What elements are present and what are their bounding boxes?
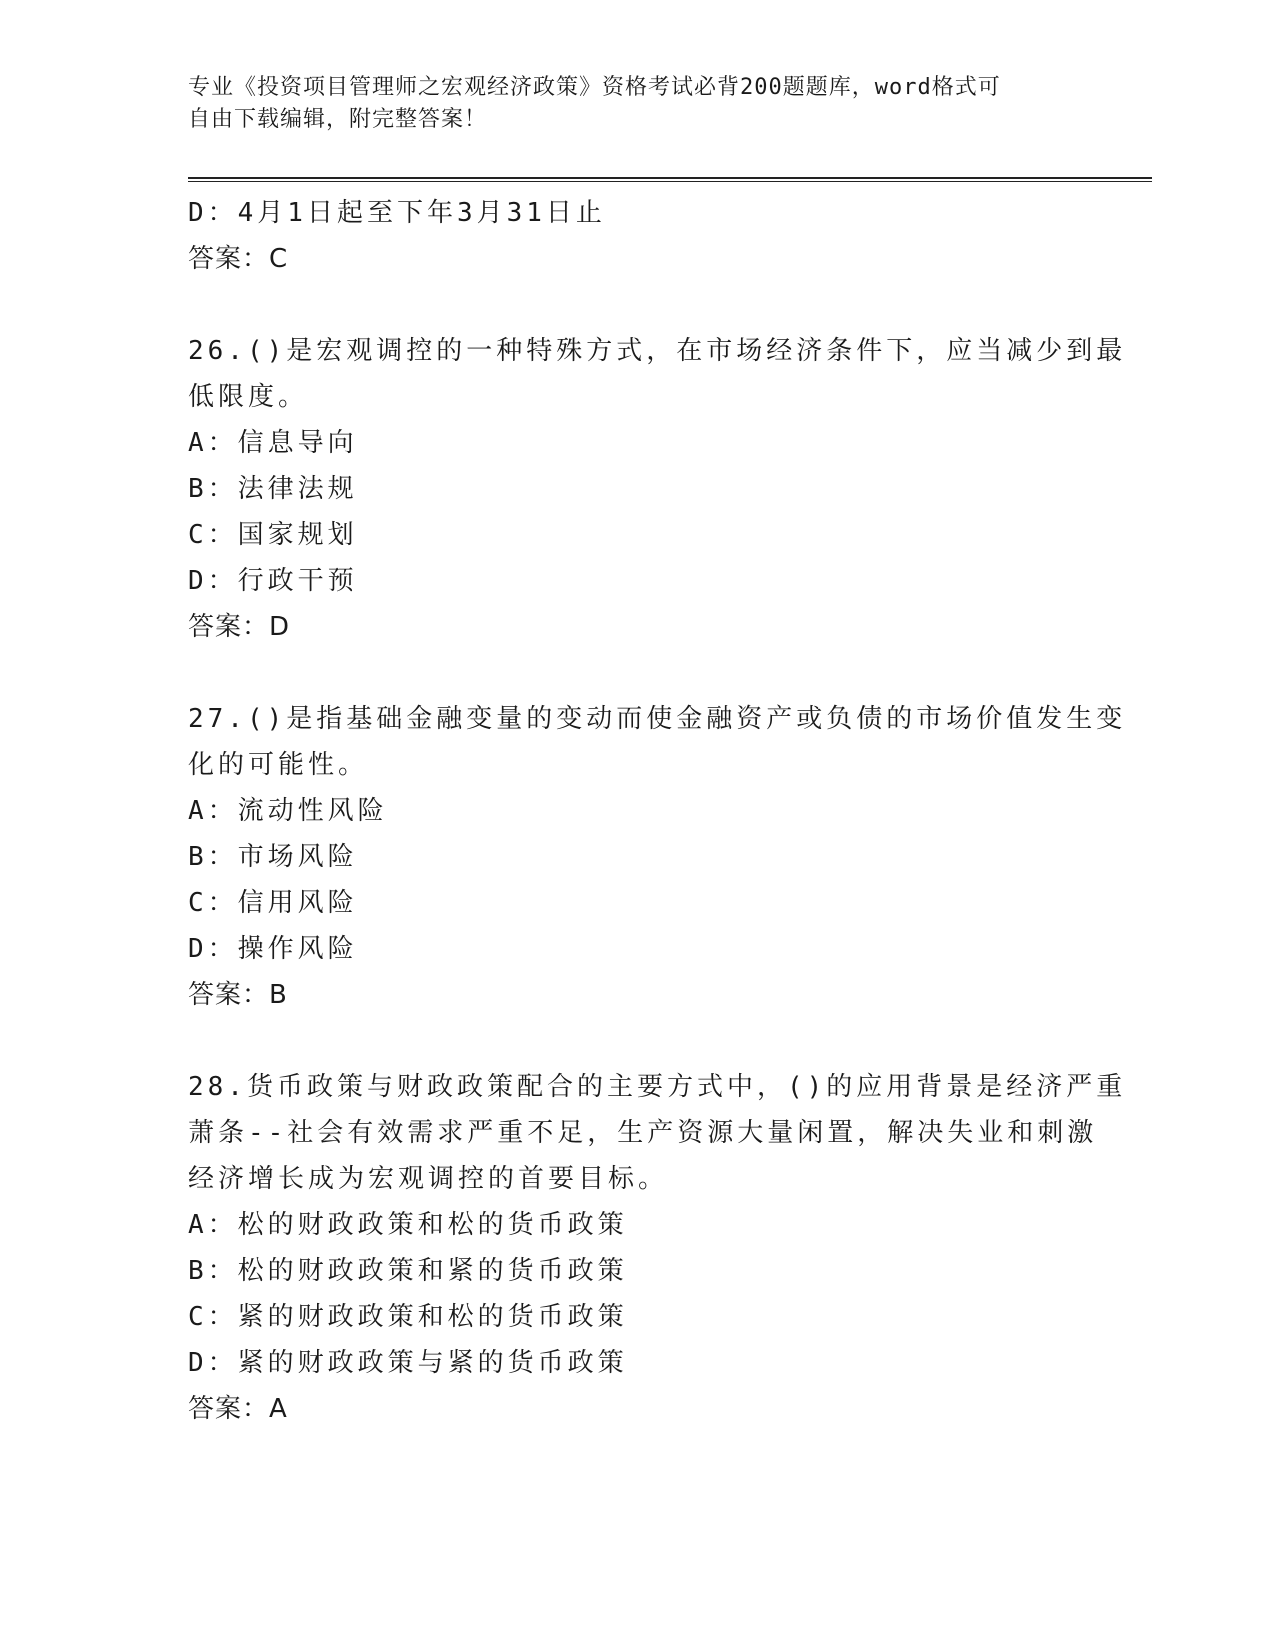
header-line-1: 专业《投资项目管理师之宏观经济政策》资格考试必背200题题库，word格式可 [188,75,1001,100]
option-c: C：国家规划 [188,520,358,550]
option-a: A：信息导向 [188,428,358,458]
question-28 [188,1064,1127,1432]
question-26 [188,328,1127,650]
question-27 [188,696,1127,1018]
option-d: D：操作风险 [188,934,358,964]
answer: 答案：D [188,612,291,642]
option-a: A：流动性风险 [188,796,388,826]
answer: 答案：A [188,1394,288,1424]
option-b: B：市场风险 [188,842,358,872]
header-line-2: 自由下载编辑，附完整答案！ [188,107,488,132]
page-header [188,72,1068,136]
option-d: D：紧的财政政策与紧的货币政策 [188,1348,628,1378]
carryover-answer: 答案：C [188,244,289,274]
question-stem: 低限度。 [188,382,309,412]
answer: 答案：B [188,980,288,1010]
question-stem: 经济增长成为宏观调控的首要目标。 [188,1164,669,1194]
option-c: C：信用风险 [188,888,358,918]
question-stem: 26.()是宏观调控的一种特殊方式，在市场经济条件下，应当减少到最 [188,336,1127,366]
spacer [188,1018,1088,1064]
spacer [188,650,1088,696]
carryover-option-d: D：4月1日起至下年3月31日止 [188,198,606,228]
option-a: A：松的财政政策和松的货币政策 [188,1210,628,1240]
question-stem: 萧条--社会有效需求严重不足，生产资源大量闲置，解决失业和刺激 [188,1118,1098,1148]
question-content [188,190,1127,1432]
option-c: C：紧的财政政策和松的货币政策 [188,1302,628,1332]
option-b: B：法律法规 [188,474,358,504]
option-d: D：行政干预 [188,566,358,596]
option-b: B：松的财政政策和紧的货币政策 [188,1256,628,1286]
header-divider [188,177,1152,182]
spacer [188,282,1088,328]
question-stem: 化的可能性。 [188,750,369,780]
question-stem: 27.()是指基础金融变量的变动而使金融资产或负债的市场价值发生变 [188,704,1127,734]
question-stem: 28.货币政策与财政政策配合的主要方式中，()的应用背景是经济严重 [188,1072,1127,1102]
